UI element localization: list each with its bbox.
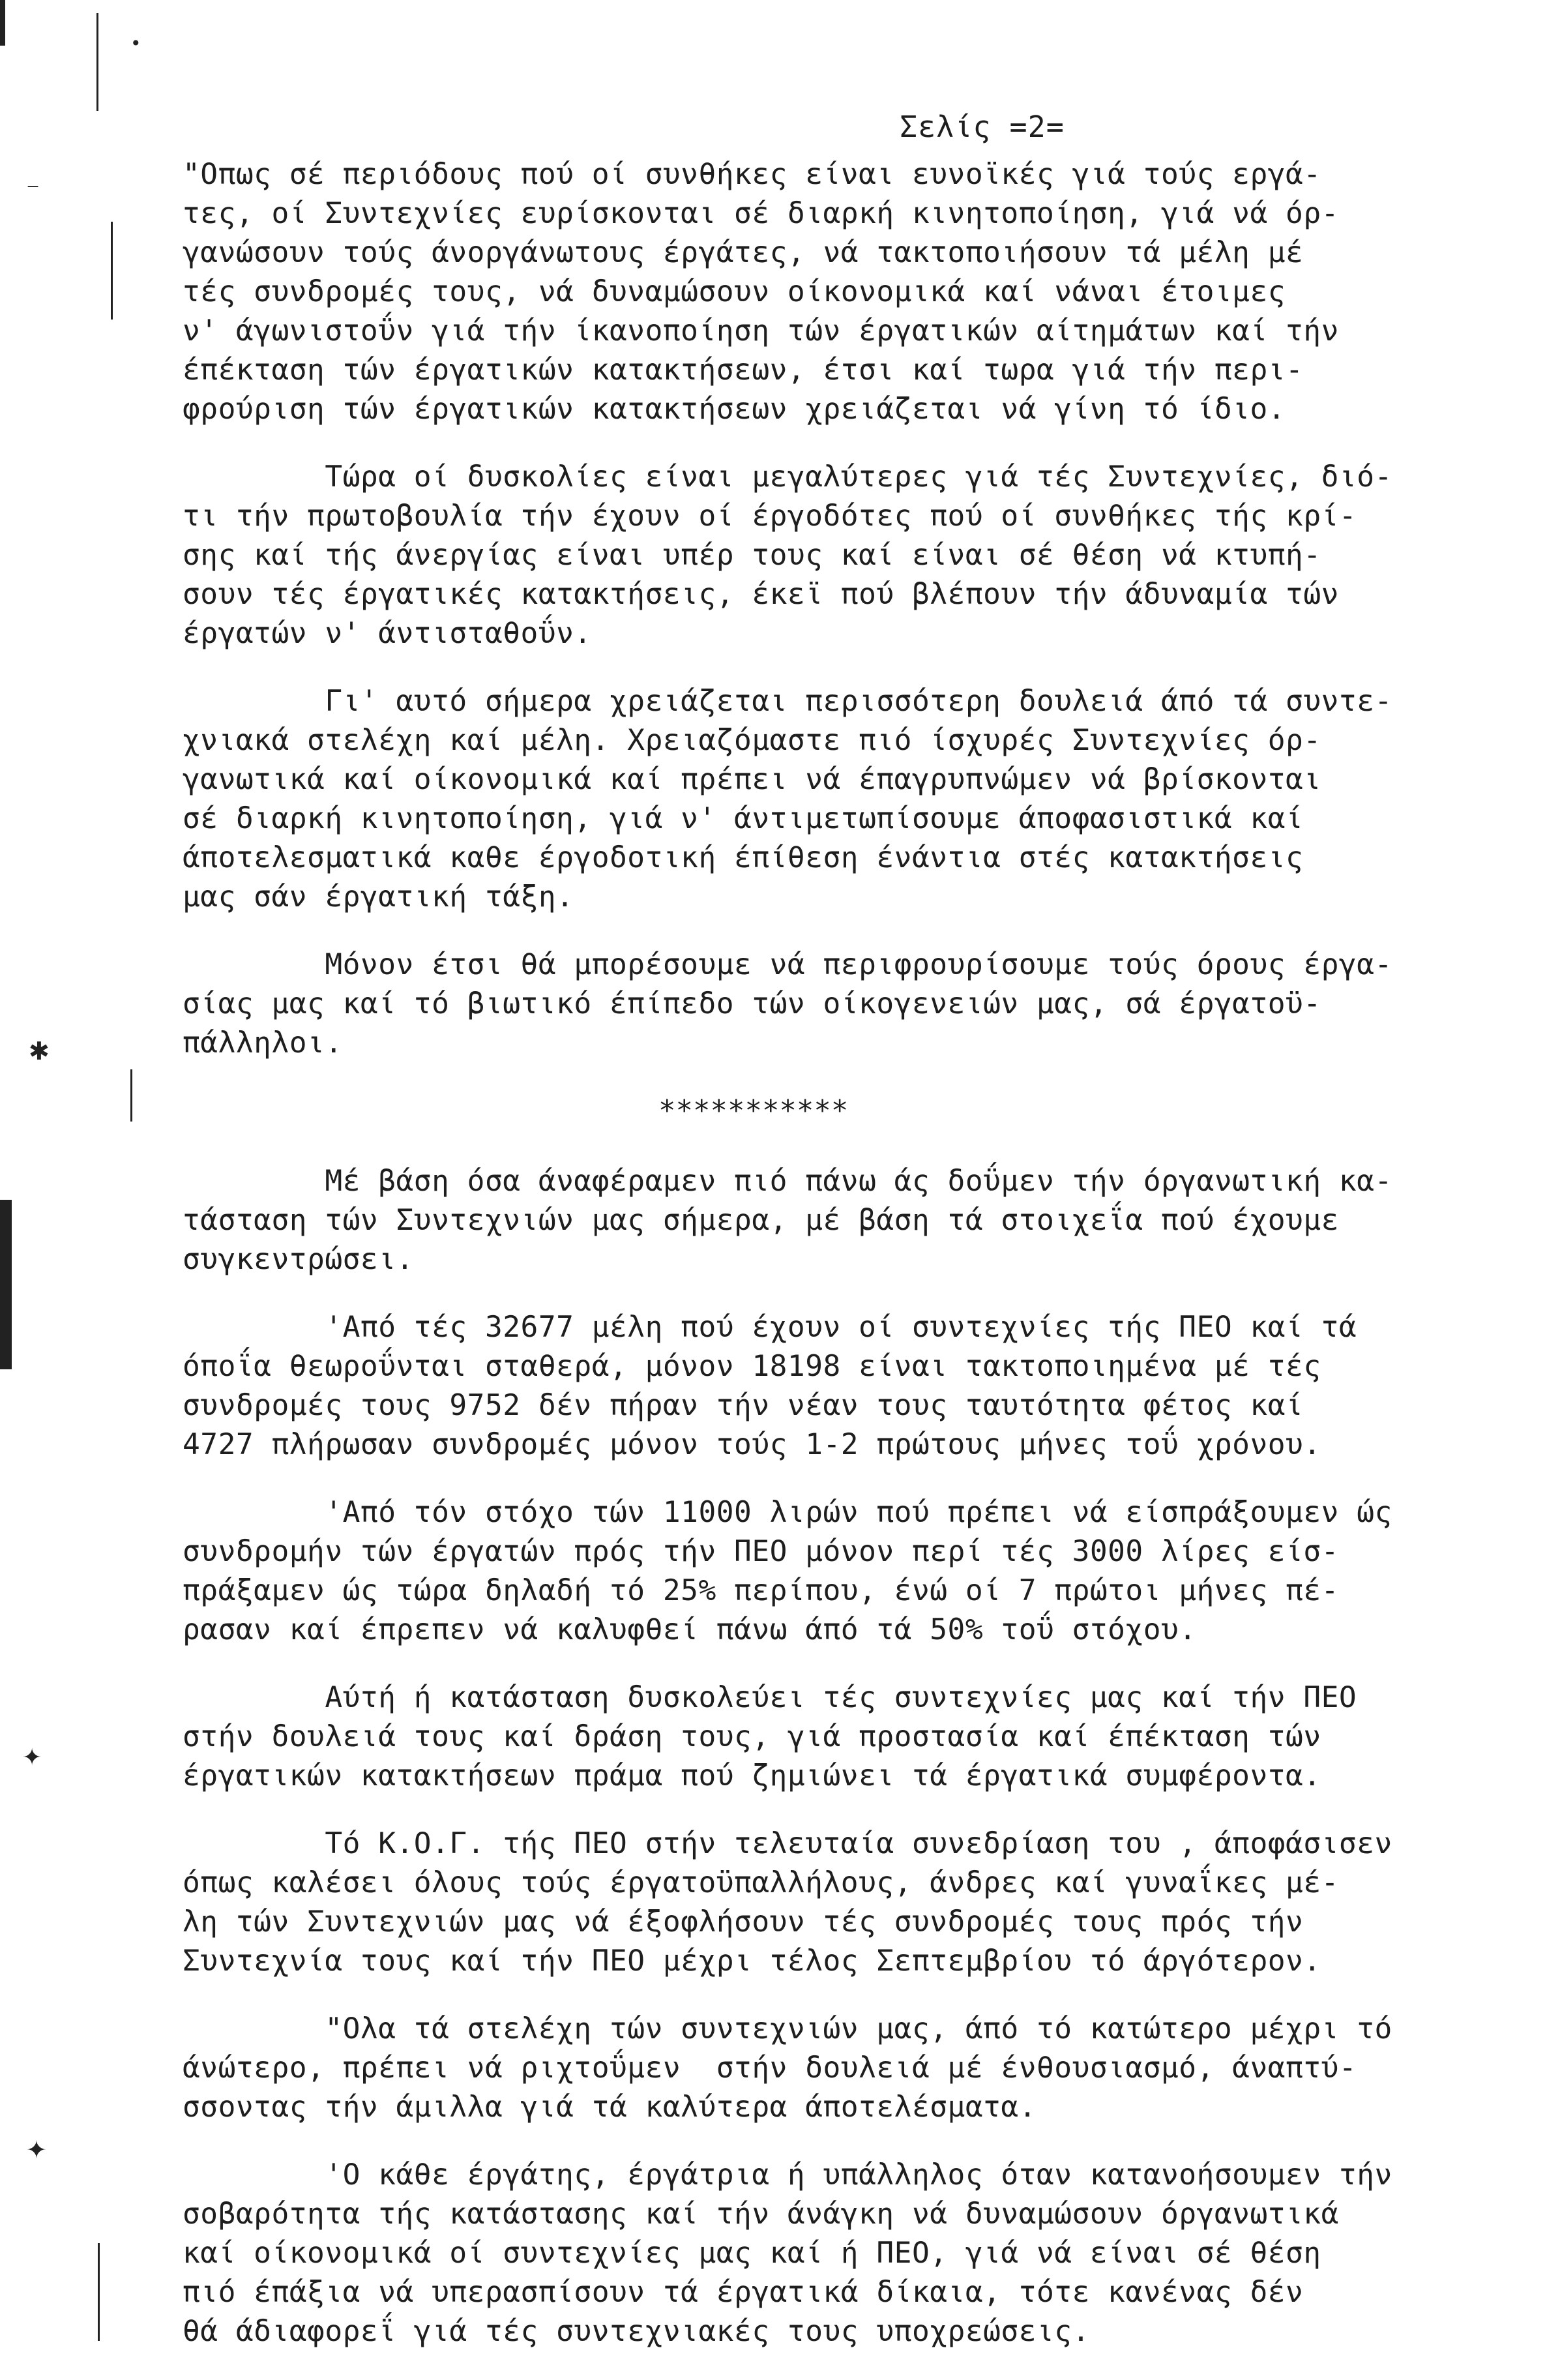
text-line: Γι' αυτό σήμερα χρειάζεται περισσότερη δουλειά άπό τά συντε- bbox=[183, 685, 1392, 718]
scan-artifact-left-line-2 bbox=[111, 222, 113, 320]
text-line: Συντεχνία τους καί τήν ΠΕΟ μέχρι τέλος Σεπτεμβρίου τό άργότερον. bbox=[183, 1944, 1321, 1978]
text-line: τι τήν πρωτοβουλία τήν έχουν οί έργοδότες πού οί συνθήκες τής κρί- bbox=[183, 499, 1357, 533]
text-line: συγκεντρώσει. bbox=[183, 1243, 414, 1276]
text-line: χνιακά στελέχη καί μέλη. Χρειαζόμαστε πιό ίσχυρές Συντεχνίες όρ- bbox=[183, 724, 1321, 757]
scan-artifact-left-line bbox=[96, 13, 98, 111]
text-line: άποτελεσματικά καθε έργοδοτική έπίθεση ένάντια στές κατακτήσεις bbox=[183, 841, 1304, 874]
text-line: πάλληλοι. bbox=[183, 1026, 343, 1060]
paragraph bbox=[183, 2010, 1512, 2127]
text-line: φρούριση τών έργατικών κατακτήσεων χρειάζεται νά γίνη τό ίδιο. bbox=[183, 393, 1286, 426]
text-line: έπέκταση τών έργατικών κατακτήσεων, έτσι καί τωρα γιά τήν περι- bbox=[183, 353, 1304, 387]
scan-artifact-left-line-4 bbox=[98, 2243, 100, 2341]
text-line: λη τών Συντεχνιών μας νά έξοφλήσουν τές συνδρομές τους πρός τήν bbox=[183, 1905, 1304, 1939]
text-line: καί οίκονομικά οί συντεχνίες μας καί ή ΠΕΟ, γιά νά είναι σέ θέση bbox=[183, 2237, 1321, 2270]
scan-artifact-left-bar bbox=[0, 0, 5, 46]
text-line: σοβαρότητα τής κατάστασης καί τήν άνάγκη νά δυναμώσουν όργανωτικά bbox=[183, 2197, 1339, 2231]
text-line: Τώρα οί δυσκολίες είναι μεγαλύτερες γιά τές Συντεχνίες, διό- bbox=[183, 460, 1392, 494]
scan-speck: ⁻ bbox=[26, 176, 40, 206]
text-line: 'Από τές 32677 μέλη πού έχουν οί συντεχνίες τής ΠΕΟ καί τά bbox=[183, 1311, 1357, 1344]
section-separator: *********** bbox=[658, 1094, 849, 1127]
text-line: σέ διαρκή κινητοποίηση, γιά ν' άντιμετωπίσουμε άποφασιστικά καί bbox=[183, 802, 1304, 835]
paragraph bbox=[183, 1162, 1512, 1279]
paragraph bbox=[183, 1493, 1512, 1650]
text-line: τάσταση τών Συντεχνιών μας σήμερα, μέ βάση τά στοιχεΐα πού έχουμε bbox=[183, 1204, 1339, 1237]
text-line: πράξαμεν ώς τώρα δηλαδή τό 25% περίπου, ένώ οί 7 πρώτοι μήνες πέ- bbox=[183, 1574, 1339, 1607]
text-line: Μέ βάση όσα άναφέραμεν πιό πάνω άς δοΰμεν τήν όργανωτική κα- bbox=[183, 1165, 1392, 1198]
paragraph bbox=[183, 155, 1512, 429]
text-line: "Οπως σέ περιόδους πού οί συνθήκες είναι ευνοϊκές γιά τούς εργά- bbox=[183, 158, 1321, 191]
text-line: μας σάν έργατική τάξη. bbox=[183, 880, 574, 914]
paragraph bbox=[183, 945, 1512, 1063]
scan-speck: ✱ bbox=[29, 1037, 50, 1065]
text-line: ν' άγωνιστοΰν γιά τήν ίκανοποίηση τών έργατικών αίτημάτων καί τήν bbox=[183, 314, 1339, 348]
paragraph bbox=[183, 1308, 1512, 1465]
text-line: στήν δουλειά τους καί δράση τους, γιά προστασία καί έπέκταση τών bbox=[183, 1720, 1321, 1753]
text-line: Αύτή ή κατάσταση δυσκολεύει τές συντεχνίες μας καί τήν ΠΕΟ bbox=[183, 1681, 1357, 1714]
paragraph bbox=[183, 682, 1512, 917]
paragraph bbox=[183, 2156, 1512, 2351]
text-line: πιό έπάξια νά υπερασπίσουν τά έργατικά δίκαια, τότε κανένας δέν bbox=[183, 2276, 1304, 2309]
document-body bbox=[183, 155, 1512, 2380]
scan-speck: • bbox=[130, 33, 141, 54]
text-line: έργατικών κατακτήσεων πράμα πού ζημιώνει τά έργατικά συμφέροντα. bbox=[183, 1759, 1321, 1792]
text-line: τές συνδρομές τους, νά δυναμώσουν οίκονομικά καί νάναι έτοιμες bbox=[183, 275, 1286, 308]
paragraph bbox=[183, 1824, 1512, 1981]
scan-speck: ✦ bbox=[22, 1744, 42, 1771]
page-number: Σελίς =2= bbox=[900, 110, 1065, 144]
text-line: Τό Κ.Ο.Γ. τής ΠΕΟ στήν τελευταία συνεδρίαση του , άποφάσισεν bbox=[183, 1827, 1392, 1860]
text-line: ρασαν καί έπρεπεν νά καλυφθεί πάνω άπό τά 50% τοΰ στόχου. bbox=[183, 1613, 1197, 1646]
text-line: συνδρομές τους 9752 δέν πήραν τήν νέαν τους ταυτότητα φέτος καί bbox=[183, 1389, 1304, 1422]
text-line: συνδρομήν τών έργατών πρός τήν ΠΕΟ μόνον περί τές 3000 λίρες είσ- bbox=[183, 1535, 1339, 1568]
text-line: σουν τές έργατικές κατακτήσεις, έκεϊ πού βλέπουν τήν άδυναμία τών bbox=[183, 578, 1339, 611]
scan-artifact-left-mark bbox=[0, 1200, 12, 1369]
text-line: έργατών ν' άντισταθοΰν. bbox=[183, 617, 592, 650]
text-line: "Ολα τά στελέχη τών συντεχνιών μας, άπό τό κατώτερο μέχρι τό bbox=[183, 2012, 1392, 2045]
text-line: όπως καλέσει όλους τούς έργατοϋπαλλήλους, άνδρες καί γυναΐκες μέ- bbox=[183, 1866, 1339, 1899]
paragraph bbox=[183, 458, 1512, 653]
text-line: τες, οί Συντεχνίες ευρίσκονται σέ διαρκή κινητοποίηση, γιά νά όρ- bbox=[183, 197, 1339, 230]
text-line: θά άδιαφορεΐ γιά τές συντεχνιακές τους υποχρεώσεις. bbox=[183, 2315, 1090, 2348]
text-line: 'Από τόν στόχο τών 11000 λιρών πού πρέπει νά είσπράξουμεν ώς bbox=[183, 1496, 1392, 1529]
text-line: άνώτερο, πρέπει νά ριχτοΰμεν στήν δουλειά μέ ένθουσιασμό, άναπτύ- bbox=[183, 2051, 1357, 2085]
paragraph bbox=[183, 1678, 1512, 1796]
text-line: γανώσουν τούς άνοργάνωτους έργάτες, νά τακτοποιήσουν τά μέλη μέ bbox=[183, 236, 1304, 269]
text-line: σίας μας καί τό βιωτικό έπίπεδο τών οίκογενειών μας, σά έργατοϋ- bbox=[183, 987, 1321, 1020]
text-line: 'Ο κάθε έργάτης, έργάτρια ή υπάλληλος όταν κατανοήσουμεν τήν bbox=[183, 2158, 1392, 2192]
text-line: Μόνον έτσι θά μπορέσουμε νά περιφρουρίσουμε τούς όρους έργα- bbox=[183, 948, 1392, 981]
text-line: 4727 πλήρωσαν συνδρομές μόνον τούς 1-2 πρώτους μήνες τοΰ χρόνου. bbox=[183, 1428, 1321, 1461]
text-line: γανωτικά καί οίκονομικά καί πρέπει νά έπαγρυπνώμεν νά βρίσκονται bbox=[183, 763, 1321, 796]
text-line: όποΐα θεωροΰνται σταθερά, μόνον 18198 είναι τακτοποιημένα μέ τές bbox=[183, 1350, 1321, 1383]
text-line: σης καί τής άνεργίας είναι υπέρ τους καί είναι σέ θέση νά κτυπή- bbox=[183, 539, 1321, 572]
scan-speck: ✦ bbox=[26, 2135, 47, 2164]
scan-artifact-left-line-3 bbox=[130, 1069, 132, 1122]
text-line: σσοντας τήν άμιλλα γιά τά καλύτερα άποτελέσματα. bbox=[183, 2090, 1037, 2124]
